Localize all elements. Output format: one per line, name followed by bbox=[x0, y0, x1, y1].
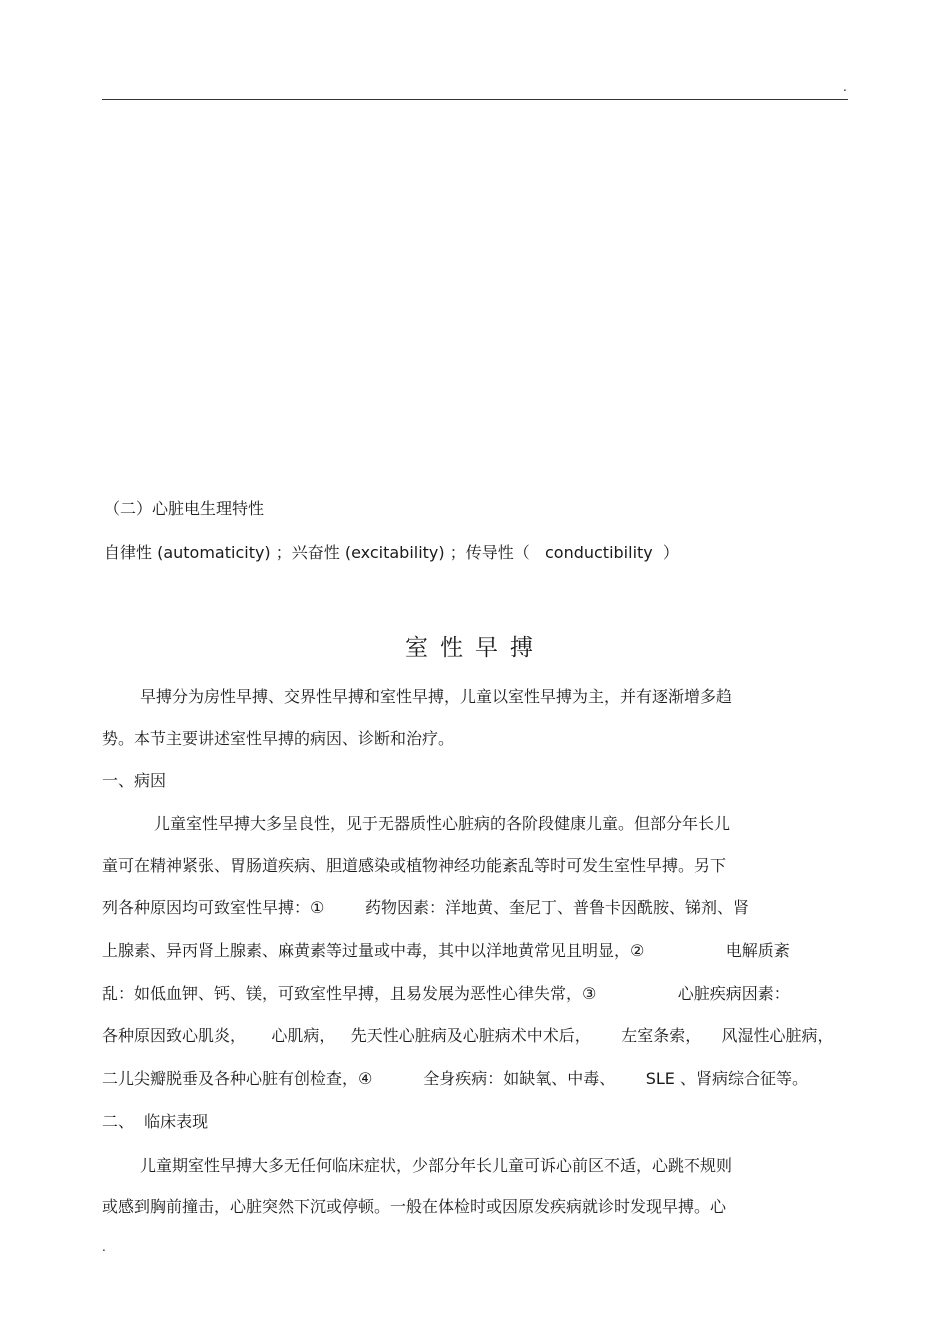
etiology-line: 乱：如低血钾、钙、镁，可致室性早搏，且易发展为恶性心律失常，③ 心脏疾病因素： bbox=[102, 984, 790, 1003]
section-heading-clinical: 二、 临床表现 bbox=[102, 1112, 209, 1131]
etiology-line: 儿童室性早搏大多呈良性，见于无器质性心脏病的各阶段健康儿童。但部分年长儿 bbox=[154, 814, 731, 833]
etiology-line: 上腺素、异丙肾上腺素、麻黄素等过量或中毒，其中以洋地黄常见且明显，② 电解质紊 bbox=[102, 941, 790, 960]
intro-line: 势。本节主要讲述室性早搏的病因、诊断和治疗。 bbox=[102, 729, 455, 748]
etiology-line: 二儿尖瓣脱垂及各种心脏有创检查，④ 全身疾病：如缺氧、中毒、 SLE 、肾病综合征等。 bbox=[102, 1069, 808, 1088]
article-title: 室性早搏 bbox=[405, 635, 545, 661]
clinical-line: 或感到胸前撞击，心脏突然下沉或停顿。一般在体检时或因原发疾病就诊时发现早搏。心 bbox=[102, 1197, 727, 1216]
section-heading-etiology: 一、病因 bbox=[102, 771, 167, 790]
section-heading-electrophysiology: （二）心脏电生理特性 bbox=[104, 499, 265, 518]
etiology-line: 童可在精神紧张、胃肠道疾病、胆道感染或植物神经功能紊乱等时可发生室性早搏。另下 bbox=[102, 856, 727, 875]
header-rule bbox=[102, 99, 848, 100]
etiology-line: 各种原因致心肌炎， 心肌病， 先天性心脏病及心脏病术中术后， 左室条索， 风湿性心脏病， bbox=[102, 1026, 834, 1045]
header-mark: . bbox=[843, 80, 847, 94]
footer-mark: . bbox=[102, 1240, 106, 1254]
intro-line: 早搏分为房性早搏、交界性早搏和室性早搏，儿童以室性早搏为主，并有逐渐增多趋 bbox=[140, 687, 733, 706]
cardiac-properties-line: 自律性 (automaticity) ；兴奋性 (excitability) ；传导性（ conductibility ） bbox=[104, 543, 679, 562]
clinical-line: 儿童期室性早搏大多无任何临床症状，少部分年长儿童可诉心前区不适，心跳不规则 bbox=[140, 1156, 733, 1175]
etiology-line: 列各种原因均可致室性早搏：① 药物因素：洋地黄、奎尼丁、普鲁卡因酰胺、锑剂、肾 bbox=[102, 898, 750, 917]
